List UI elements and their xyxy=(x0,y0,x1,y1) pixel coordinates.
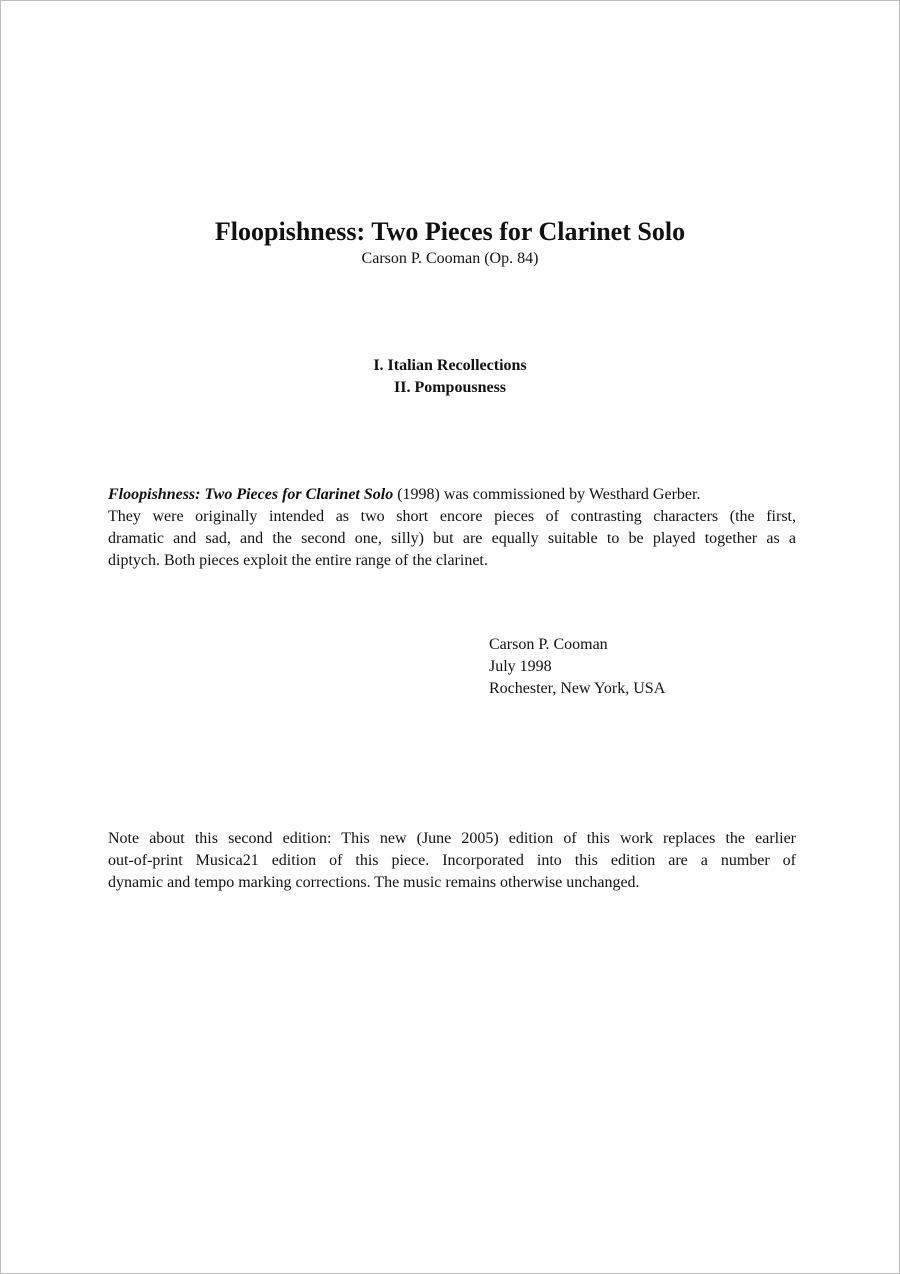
program-note-line: dramatic and sad, and the second one, silly) but are equally suitable to be played together as a xyxy=(108,530,796,547)
signature-place: Rochester, New York, USA xyxy=(489,680,666,697)
work-title-italic: Floopishness: Two Pieces for Clarinet Solo xyxy=(108,486,394,503)
program-note-line xyxy=(108,484,796,506)
program-note-text: (1998) was commissioned by Westhard Gerber. xyxy=(393,486,701,503)
page-title: Floopishness: Two Pieces for Clarinet Solo xyxy=(214,217,686,246)
edition-note xyxy=(108,828,796,894)
signature-block xyxy=(489,634,665,700)
program-note-line: They were originally intended as two short encore pieces of contrasting characters (the first, xyxy=(108,508,796,525)
edition-note-line: Note about this second edition: This new (June 2005) edition of this work replaces the earlier xyxy=(108,830,796,847)
movement-item: II. Pompousness xyxy=(393,379,507,396)
movement-list xyxy=(0,355,900,399)
composer-line: Carson P. Cooman (Op. 84) xyxy=(361,250,539,267)
program-note-line: diptych. Both pieces exploit the entire range of the clarinet. xyxy=(108,552,488,569)
edition-note-line: out-of-print Musica21 edition of this piece. Incorporated into this edition are a number of xyxy=(108,852,796,869)
movement-item: I. Italian Recollections xyxy=(373,357,527,374)
edition-note-line: dynamic and tempo marking corrections. The music remains otherwise unchanged. xyxy=(108,874,640,891)
signature-date: July 1998 xyxy=(489,658,552,675)
program-note xyxy=(108,484,796,572)
signature-name: Carson P. Cooman xyxy=(489,636,608,653)
